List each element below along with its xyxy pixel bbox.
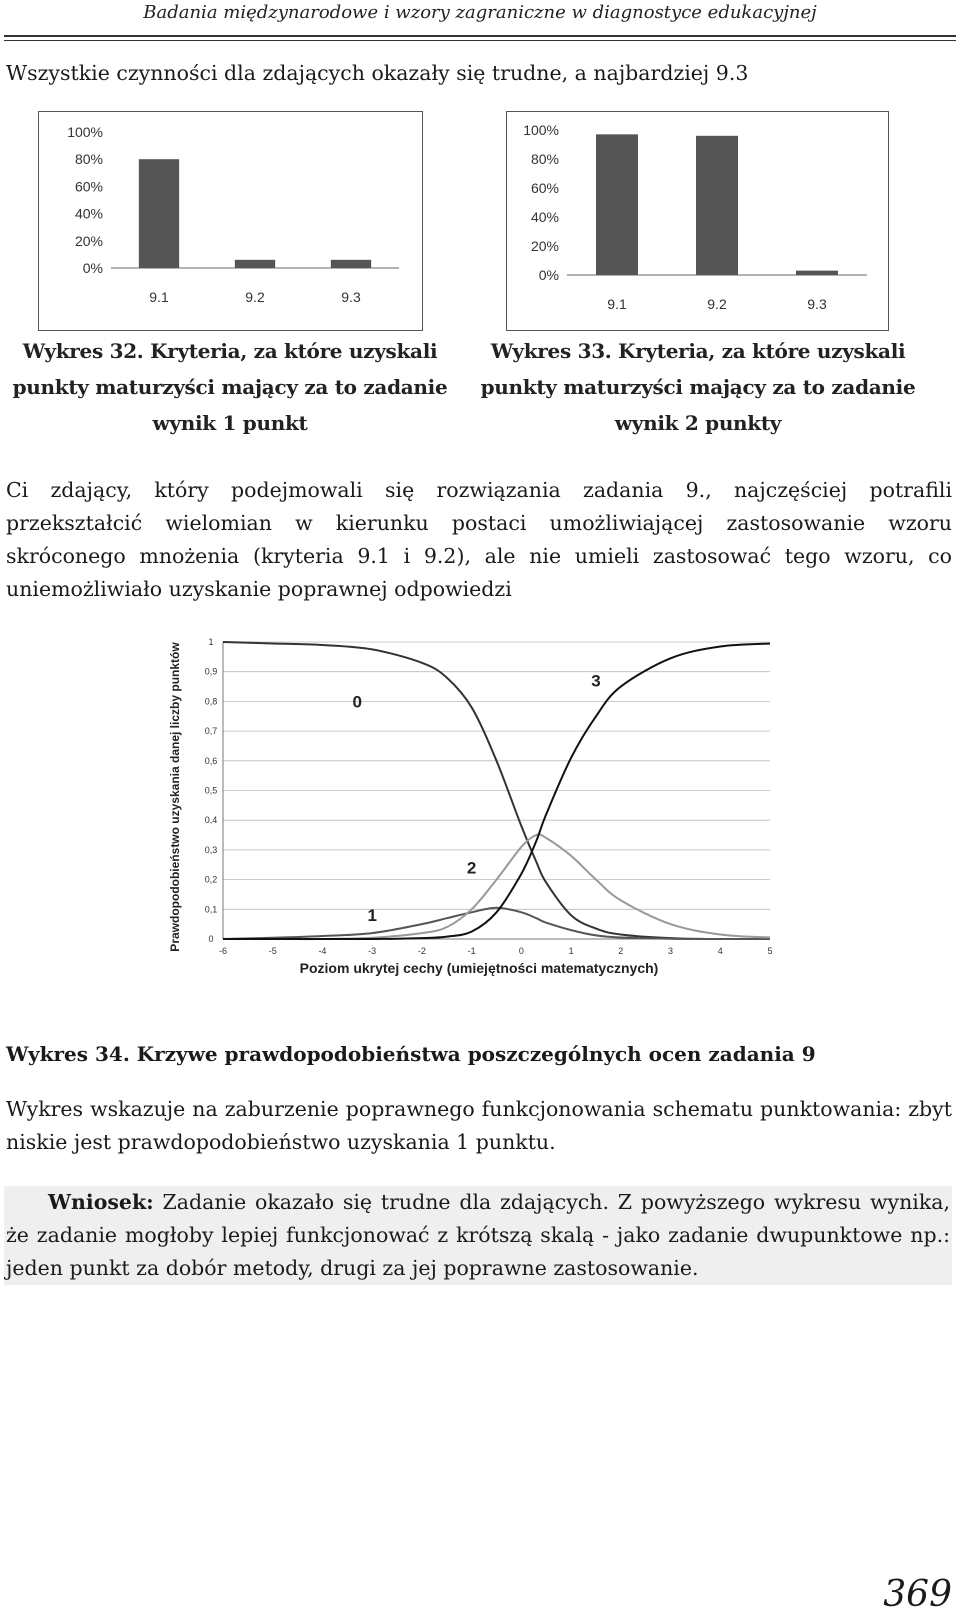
figure-32-caption-line1: Wykres 32. Kryteria, za które uzyskali [22, 339, 438, 363]
figure-33-caption [478, 333, 918, 441]
chart-33-ytick-label: 100% [523, 122, 559, 138]
chart-33-xtick-label: 9.1 [607, 296, 627, 312]
chart-32-bar [331, 260, 371, 268]
chart-34-ytick-label: 0,2 [204, 874, 218, 885]
chart-34-ytick-label: 0,4 [204, 815, 218, 826]
header-rule [4, 35, 956, 37]
chart-32-bar [139, 159, 179, 268]
chart-32-ytick-label: 40% [74, 205, 103, 222]
chart-33-svg [507, 112, 888, 330]
chart-34-ytick-label: 0,8 [204, 696, 218, 707]
chart-34-xtick-label: -2 [417, 946, 426, 956]
chart-34-ytick-label: 0,1 [204, 904, 218, 915]
chart-34-ytick-label: 0,5 [204, 785, 218, 796]
chart-34-ytick-label: 1 [208, 637, 214, 647]
chart-34-series-label: 2 [466, 858, 477, 878]
chart-33-bar [596, 134, 638, 275]
figure-32-caption-line2: punkty maturzyści mający za to zadanie [12, 375, 448, 399]
chart-34-ytick-label: 0,9 [204, 666, 218, 677]
chart-32-bar [235, 260, 275, 268]
chart-34-series-3-line [223, 644, 770, 940]
figure-33-caption-line3: wynik 2 punkty [614, 411, 782, 435]
chart-34-xtick-label: 1 [568, 946, 574, 956]
chart-33-bar [796, 271, 838, 275]
figure-33-caption-line2: punkty maturzyści mający za to zadanie [480, 375, 916, 399]
chart-34 [155, 615, 785, 985]
chart-34-ytick-label: 0,7 [204, 726, 218, 737]
figure-32-caption-line3: wynik 1 punkt [152, 411, 308, 435]
conclusion-paragraph [4, 1186, 952, 1285]
running-header: Badania międzynarodowe i wzory zagraniczne w diagnostyce edukacyjnej [143, 2, 817, 23]
page-number: 369 [883, 1574, 952, 1615]
conclusion-box [4, 1186, 952, 1285]
header-rule-thin [4, 40, 956, 41]
chart-34-series-label: 0 [352, 692, 362, 712]
chart-34-svg [155, 615, 785, 985]
chart-34-x-axis-title: Poziom ukrytej cechy (umiejętności matematycznych) [299, 960, 659, 976]
chart-34-xtick-label: -4 [318, 946, 327, 956]
figure-33-caption-line1: Wykres 33. Kryteria, za które uzyskali [490, 339, 906, 363]
paragraph-analysis: Ci zdający, który podejmowali się rozwiązania zadania 9., najczęściej potrafili przekształcić wielomian w kierunku postaci umożliwiającej zastosowanie wzoru skróconego mnożenia (kryteria 9.1 i 9.2), ale nie umieli zastosować tego wzoru, co uniemożliwiało uzyskanie poprawnej odpowiedzi [6, 478, 952, 601]
chart-32-ytick-label: 80% [74, 151, 103, 168]
chart-32-ytick-label: 20% [74, 232, 103, 249]
chart-34-xtick-label: 5 [767, 946, 773, 956]
chart-32-ytick-label: 100% [67, 124, 103, 140]
chart-34-xtick-label: 4 [717, 946, 723, 956]
chart-32-ytick-label: 0% [82, 260, 103, 276]
chart-33-ytick-label: 60% [530, 180, 559, 196]
chart-34-ytick-label: 0,3 [204, 844, 218, 855]
chart-32-xtick-label: 9.2 [245, 289, 265, 305]
chart-34-xtick-label: 3 [668, 946, 674, 956]
chart-34-ytick-label: 0 [208, 934, 214, 944]
intro-text: Wszystkie czynności dla zdających okazały się trudne, a najbardziej 9.3 [6, 61, 749, 85]
chart-32-ytick-label: 60% [74, 178, 103, 195]
chart-33-ytick-label: 0% [538, 267, 559, 283]
chart-33-xtick-label: 9.3 [807, 296, 827, 312]
chart-32-xtick-label: 9.1 [149, 289, 169, 305]
chart-32-svg [39, 112, 422, 330]
chart-33-ytick-label: 20% [530, 238, 559, 254]
chart-34-xtick-label: -5 [268, 946, 277, 956]
chart-34-ytick-label: 0,6 [204, 755, 218, 766]
chart-34-y-axis-title: Prawdopodobieństwo uzyskania danej liczby punktów [168, 642, 182, 952]
conclusion-text: Zadanie okazało się trudne dla zdających. Z powyższego wykresu wynika, że zadanie mogłoby lepiej funkcjonować z krótszą skalą - jako zadanie dwupunktowe np.: jeden punkt za dobór metody, drugi za jej poprawne zastosowanie. [6, 1190, 950, 1280]
chart-32-xtick-label: 9.3 [341, 289, 361, 305]
chart-34-xtick-label: -1 [467, 946, 476, 956]
chart-34-xtick-label: -6 [218, 946, 228, 956]
paragraph-interpretation: Wykres wskazuje na zaburzenie poprawnego funkcjonowania schematu punktowania: zbyt niskie jest prawdopodobieństwo uzyskania 1 punktu. [6, 1097, 952, 1154]
chart-34-xtick-label: 2 [618, 946, 624, 956]
chart-34-xtick-label: 0 [518, 946, 524, 956]
chart-33-xtick-label: 9.2 [707, 296, 727, 312]
figure-32-caption [10, 333, 450, 441]
figure-34-caption: Wykres 34. Krzywe prawdopodobieństwa poszczególnych ocen zadania 9 [6, 1042, 816, 1066]
chart-33-bar [696, 136, 738, 275]
chart-32 [38, 111, 423, 331]
chart-34-series-label: 3 [591, 671, 601, 691]
chart-33-ytick-label: 80% [530, 151, 559, 167]
chart-33 [506, 111, 889, 331]
chart-34-series-label: 1 [367, 906, 377, 926]
chart-33-ytick-label: 40% [530, 209, 559, 225]
conclusion-label: Wniosek: [48, 1190, 154, 1214]
chart-34-xtick-label: -3 [368, 946, 377, 956]
